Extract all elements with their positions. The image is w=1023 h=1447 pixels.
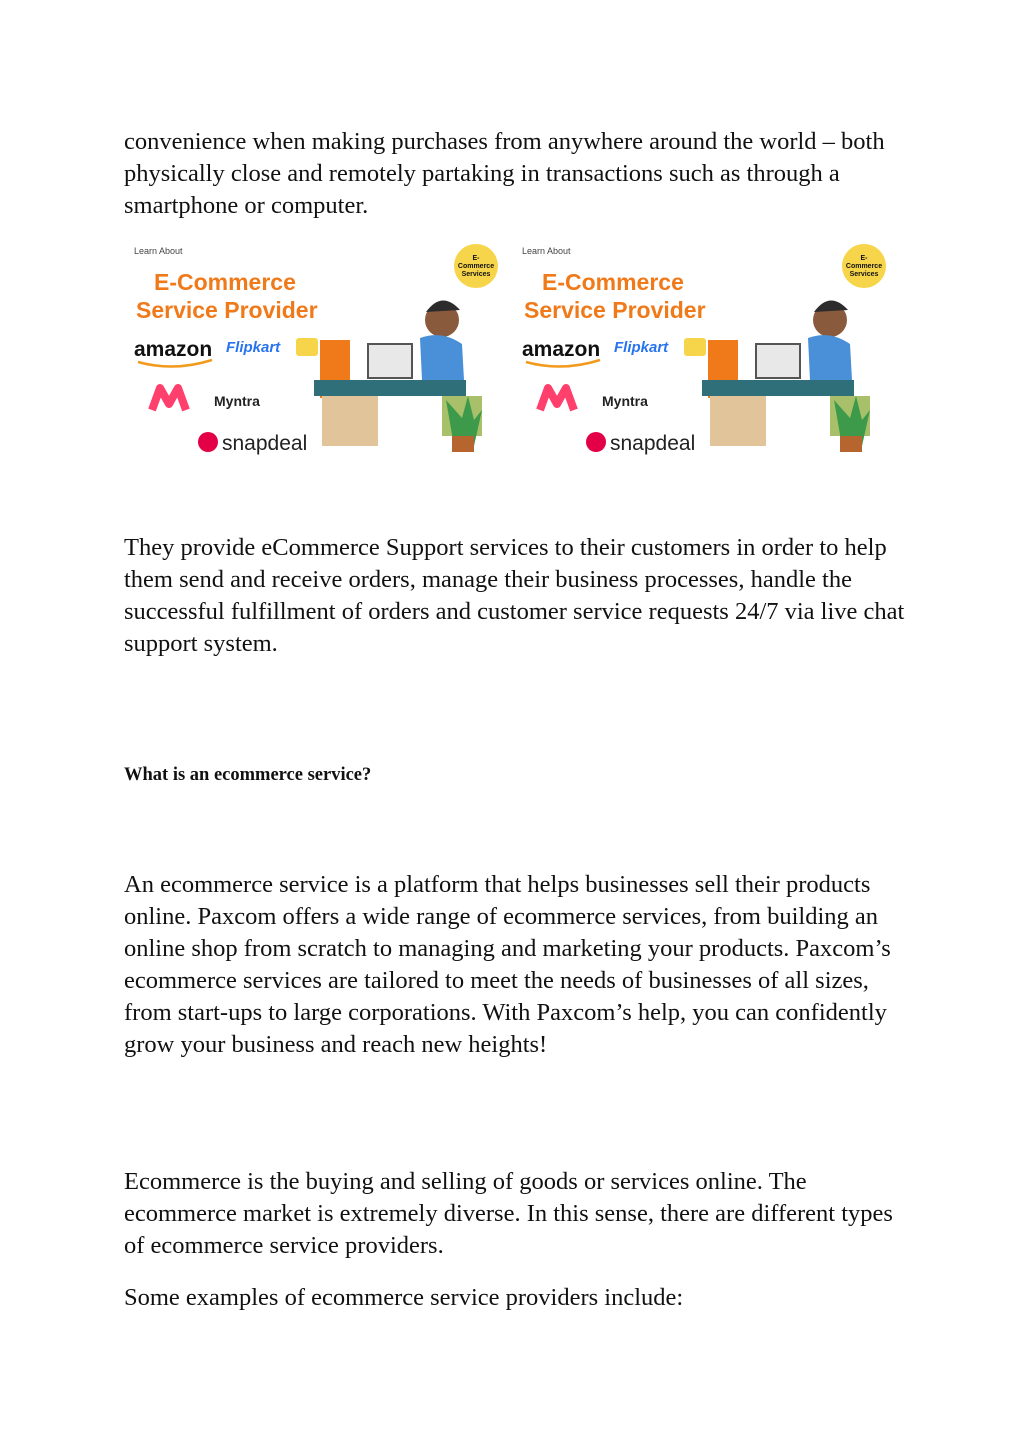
examples-intro-paragraph: Some examples of ecommerce service providers include:: [124, 1284, 684, 1311]
intro-paragraph: convenience when making purchases from anywhere around the world – both physically close and remotely partaking in transactions such as through a smartphone or computer.: [124, 128, 885, 219]
snapdeal-logo-icon: [586, 432, 606, 452]
person-at-desk-illustration: [702, 300, 870, 452]
ecommerce-definition-paragraph: Ecommerce is the buying and selling of goods or services online. The ecommerce market is extremely diverse. In this sense, there are different types of ecommerce service providers.: [124, 1168, 893, 1259]
flipkart-logo: Flipkart: [614, 339, 669, 356]
banner-kicker: Learn About: [134, 246, 183, 256]
myntra-label: Myntra: [214, 393, 260, 409]
svg-text:Myntra: Myntra: [602, 393, 648, 409]
amazon-logo: amazon: [522, 338, 601, 361]
banner-title-line2: Service Provider: [136, 297, 318, 323]
support-services-paragraph: They provide eCommerce Support services to their customers in order to help them send and receive orders, manage their business processes, handle the successful fulfillment of orders and customer service requests 24/7 via live chat support system.: [124, 534, 905, 657]
snapdeal-logo-icon: [198, 432, 218, 452]
svg-text:E-: E-: [472, 255, 480, 262]
amazon-logo: amazon: [134, 338, 213, 361]
person-at-desk-illustration: [314, 300, 482, 452]
svg-text:Learn About: Learn About: [522, 246, 571, 256]
svg-text:snapdeal: snapdeal: [610, 432, 696, 455]
banner-title-line1: E-Commerce: [154, 269, 296, 295]
section-heading: What is an ecommerce service?: [124, 765, 372, 785]
ecommerce-banner-image-right: [512, 240, 896, 458]
svg-text:Service Provider: Service Provider: [524, 297, 706, 323]
ecommerce-banner-image-left: [124, 240, 508, 458]
myntra-logo-icon: [152, 388, 186, 410]
snapdeal-label: snapdeal: [222, 432, 308, 455]
ecommerce-service-definition-paragraph: An ecommerce service is a platform that helps businesses sell their products online. Paxcom offers a wide range of ecommerce services, from building an online shop from scratch to managing and marketing your products. Paxcom’s ecommerce services are tailored to meet the needs of businesses of all sizes, from start-ups to large corporations. With Paxcom’s help, you can confidently grow your business and reach new heights!: [124, 871, 891, 1058]
svg-text:Services: Services: [461, 271, 491, 278]
svg-text:Services: Services: [849, 271, 879, 278]
svg-text:E-Commerce: E-Commerce: [542, 269, 684, 295]
myntra-logo-icon: [540, 388, 574, 410]
svg-text:E-: E-: [860, 255, 868, 262]
svg-text:Commerce: Commerce: [845, 263, 883, 270]
flipkart-logo: Flipkart: [226, 339, 281, 356]
svg-text:Commerce: Commerce: [457, 263, 495, 270]
